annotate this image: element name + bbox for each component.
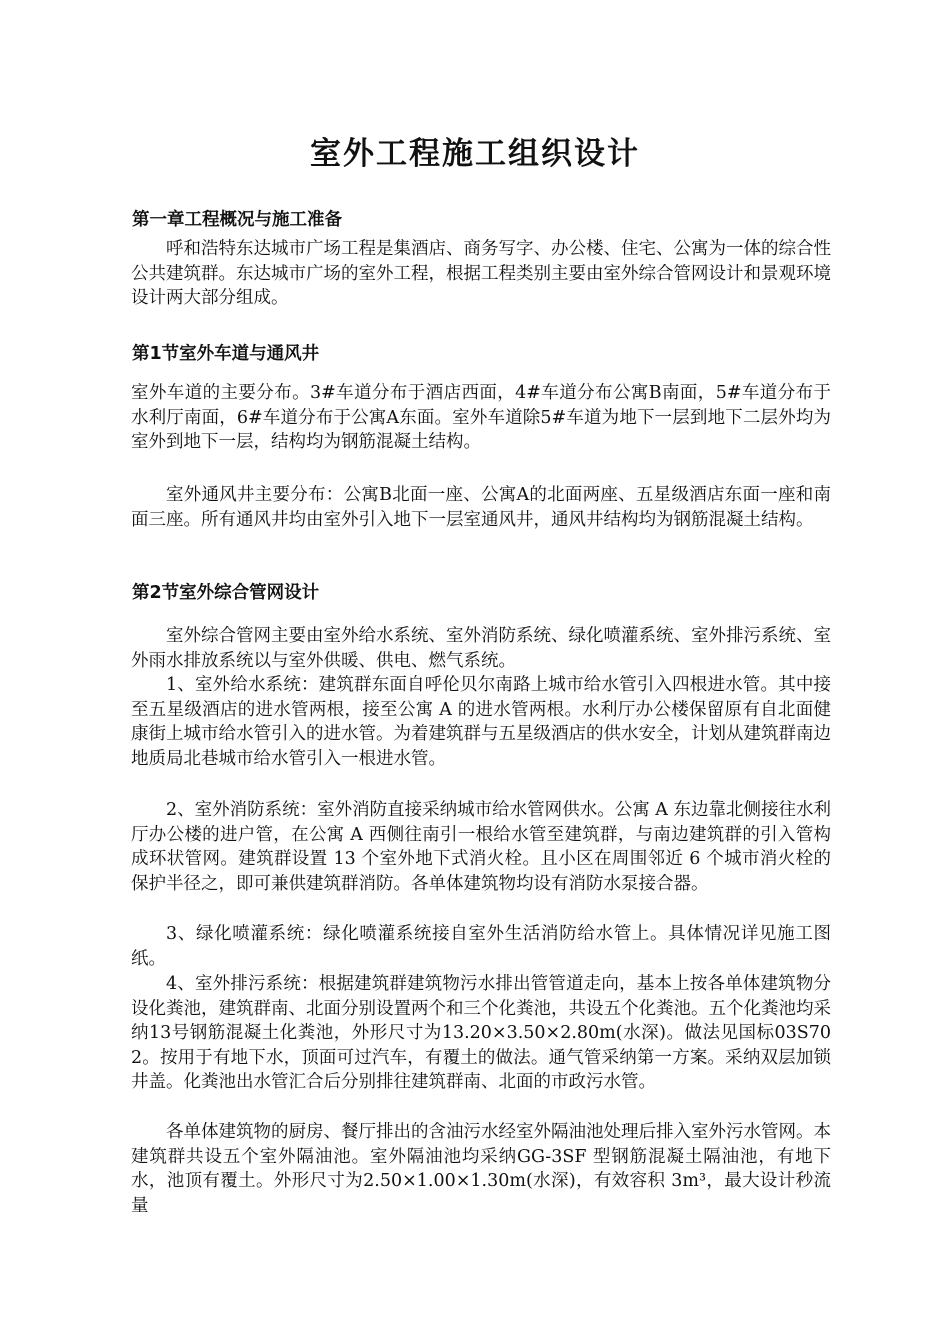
- section-1-paragraph-ventilation: 室外通风井主要分布：公寓B北面一座、公寓A的北面两座、五星级酒店东面一座和南面三座。所有通风井均由室外引入地下一层室通风井，通风井结构均为钢筋混凝土结构。: [131, 485, 831, 530]
- section-2-paragraph-irrigation: 3、绿化喷灌系统：绿化喷灌系统接自室外生活消防给水管上。具体情况详见施工图纸。: [131, 924, 831, 969]
- section-1-heading: 第1节室外车道与通风井: [132, 344, 320, 364]
- section-2-paragraph-fire-protection: 2、室外消防系统：室外消防直接采纳城市给水管网供水。公寓 A 东边靠北侧接往水利厅办公楼的进户管，在公寓 A 西侧往南引一根给水管至建筑群，与南边建筑群的引入管构成环状管网。建筑群设置 13 个室外地下式消火栓。且小区在周围邻近 6 个城市消火栓的保护半径之，即可兼供建筑群消防。各单体建筑物均设有消防水泵接合器。: [131, 800, 831, 894]
- section-2-heading: 第2节室外综合管网设计: [132, 583, 320, 603]
- section-1-paragraph-driveways: 室外车道的主要分布。3#车道分布于酒店西面，4#车道分布公寓B南面，5#车道分布于水利厅南面，6#车道分布于公寓A东面。室外车道除5#车道为地下一层到地下二层外均为室外到地下一层，结构均为钢筋混凝土结构。: [131, 383, 831, 453]
- chapter-heading: 第一章工程概况与施工准备: [132, 210, 342, 230]
- section-2-paragraph-overview: 室外综合管网主要由室外给水系统、室外消防系统、绿化喷灌系统、室外排污系统、室外雨水排放系统以与室外供暖、供电、燃气系统。: [131, 626, 831, 671]
- chapter-intro-paragraph: 呼和浩特东达城市广场工程是集酒店、商务写字、办公楼、住宅、公寓为一体的综合性公共建筑群。东达城市广场的室外工程，根据工程类别主要由室外综合管网设计和景观环境设计两大部分组成。: [131, 239, 831, 309]
- section-2-paragraph-sewage: 4、室外排污系统：根据建筑群建筑物污水排出管管道走向，基本上按各单体建筑物分设化粪池，建筑群南、北面分别设置两个和三个化粪池，共设五个化粪池。五个化粪池均采纳13号钢筋混凝土化粪池，外形尺寸为13.20×3.50×2.80m(水深)。做法见国标03S702。按用于有地下水，顶面可过汽车，有覆土的做法。通气管采纳第一方案。采纳双层加锁井盖。化粪池出水管汇合后分别排往建筑群南、北面的市政污水管。: [131, 974, 831, 1093]
- section-2-paragraph-grease-trap: 各单体建筑物的厨房、餐厅排出的含油污水经室外隔油池处理后排入室外污水管网。本建筑群共设五个室外隔油池。室外隔油池均采纳GG-3SF 型钢筋混凝土隔油池，有地下水，池顶有覆土。外形尺寸为2.50×1.00×1.30m(水深)，有效容积 3m³，最大设计秒流量: [131, 1122, 831, 1216]
- document-title: 室外工程施工组织设计: [310, 136, 640, 172]
- section-2-paragraph-water-supply: 1、室外给水系统：建筑群东面自呼伦贝尔南路上城市给水管引入四根进水管。其中接至五星级酒店的进水管两根，接至公寓 A 的进水管两根。水利厅办公楼保留原有自北面健康街上城市给水管引入的进水管。为着建筑群与五星级酒店的供水安全，计划从建筑群南边地质局北巷城市给水管引入一根进水管。: [131, 675, 831, 769]
